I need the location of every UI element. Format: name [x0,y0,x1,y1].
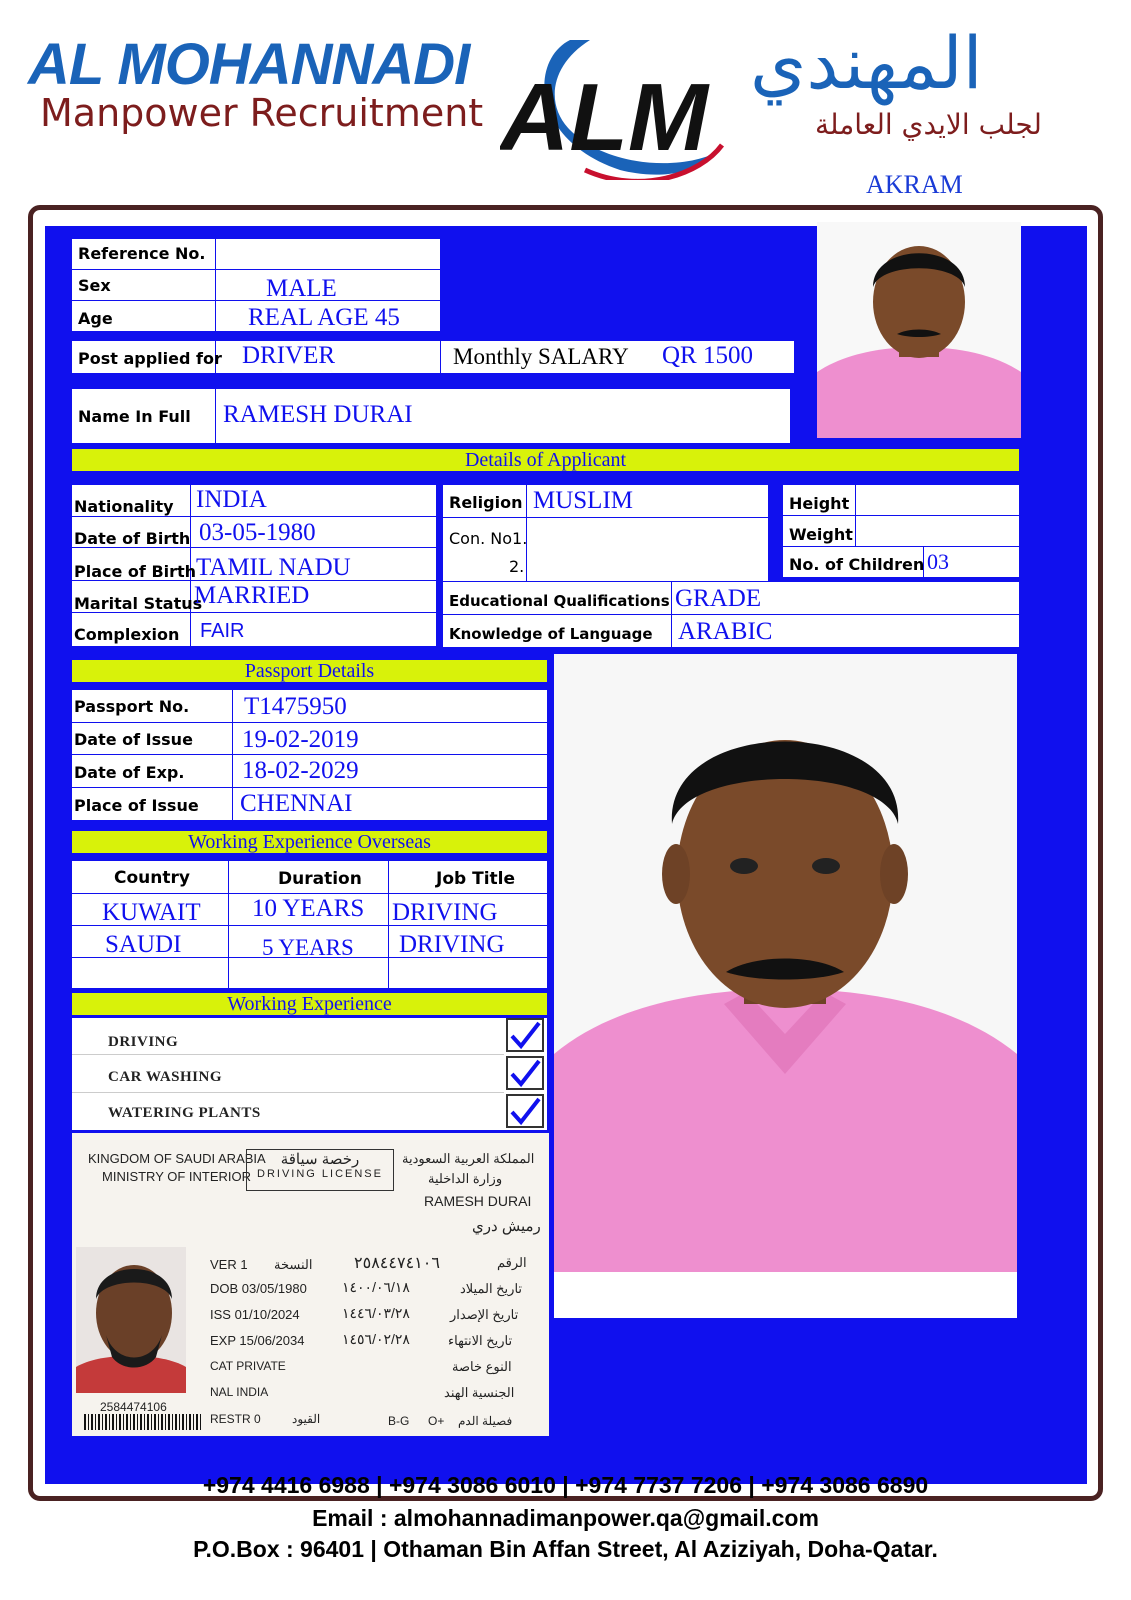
passport-issue-label: Date of Issue [74,730,193,749]
person-portrait-icon [817,222,1021,438]
license-holder: RAMESH DURAI [424,1193,532,1209]
license-blood: O+ [428,1414,445,1428]
checkmark-icon [508,1020,542,1050]
passport-place-value: CHENNAI [240,790,353,817]
col-duration-header: Duration [278,869,362,889]
passport-no-label: Passport No. [74,697,190,716]
applicant-photo-small [817,222,1021,438]
height-label: Height [789,494,850,513]
brand-name-english: AL MOHANNADI [28,32,470,97]
name-value: RAMESH DURAI [223,401,413,428]
name-label: Name In Full [78,407,191,426]
license-restr-ar: القيود [292,1412,321,1426]
con1-label: Con. No1. [449,529,528,548]
overseas-table [72,861,547,988]
list-item: DRIVING [108,1034,179,1050]
age-value: REAL AGE 45 [248,304,400,331]
logo-text: ALM [500,64,708,171]
applicant-photo-large [554,654,1017,1318]
brand-subtitle-arabic: لجلب الايدي العاملة [815,108,1042,141]
name-box [72,389,790,443]
license-bg: B-G [388,1414,410,1428]
license-title-en: DRIVING LICENSE [257,1168,383,1180]
list-item: CAR WASHING [108,1069,222,1085]
pob-label: Place of Birth [74,562,197,581]
table-row-job: DRIVING [392,899,498,926]
person-portrait-icon [76,1247,186,1393]
table-row-duration: 5 YEARS [262,935,354,960]
alm-logo [500,20,725,180]
license-dob: DOB 03/05/1980 [210,1281,307,1296]
license-kingdom: KINGDOM OF SAUDI ARABIA [88,1151,266,1166]
experience-list [72,1018,547,1130]
license-ver-ar: النسخة [274,1257,313,1272]
license-exp-hijri: ١٤٥٦/٠٢/٢٨ [342,1331,410,1347]
barcode [84,1414,202,1430]
salary-value: QR 1500 [662,342,753,369]
post-label: Post applied for [78,349,222,368]
passport-exp-value: 18-02-2029 [242,757,359,784]
experience-title-bar: Working Experience [72,993,547,1015]
license-nal: NAL INDIA [210,1385,269,1399]
license-ministry: MINISTRY OF INTERIOR [102,1169,252,1184]
license-title-ar: رخصة سياقة [280,1151,360,1168]
pob-value: TAMIL NADU [196,554,351,581]
license-id-number: 2584474106 [100,1400,167,1414]
marital-label: Marital Status [74,594,203,613]
license-exp-ar: تاريخ الانتهاء [448,1333,513,1348]
driving-license-card [72,1133,549,1436]
license-kingdom-ar: المملكة العربية السعودية [402,1151,535,1166]
brand-name-arabic: المهندي [750,21,983,105]
license-num-ar: ٢٥٨٤٤٧٤١٠٦ [354,1255,440,1272]
checkbox-car-washing[interactable] [506,1056,544,1090]
person-portrait-icon [554,654,1017,1318]
dob-label: Date of Birth [74,529,191,548]
weight-label: Weight [789,525,853,544]
table-row-country: KUWAIT [102,899,201,926]
license-title-box [246,1149,394,1191]
brand-subtitle-english: Manpower Recruitment [40,91,484,135]
details-title-bar: Details of Applicant [72,449,1019,471]
license-cat: CAT PRIVATE [210,1359,286,1373]
license-num-label-ar: الرقم [497,1255,527,1270]
post-value: DRIVER [242,342,336,369]
checkbox-watering-plants[interactable] [506,1094,544,1128]
col-job-header: Job Title [436,869,515,889]
age-label: Age [78,309,113,328]
table-row-job: DRIVING [399,931,505,958]
passport-place-label: Place of Issue [74,796,199,815]
religion-label: Religion [449,493,523,512]
checkmark-icon [508,1058,542,1088]
license-dob-hijri: ١٤٠٠/٠٦/١٨ [342,1279,410,1295]
table-row-country: SAUDI [105,931,182,958]
footer-email[interactable]: Email : almohannadimanpower.qa@gmail.com [312,1505,819,1531]
passport-box [72,690,547,820]
footer-address: P.O.Box : 96401 | Othaman Bin Affan Street, Al Aziziyah, Doha-Qatar. [193,1536,938,1562]
license-holder-ar: رميش دري [472,1218,541,1235]
nationality-value: INDIA [196,486,267,513]
ref-box [72,239,440,331]
checkmark-icon [508,1096,542,1126]
license-iss-ar: تاريخ الإصدار [450,1307,519,1322]
edu-box [443,582,1019,647]
marital-value: MARRIED [194,582,310,609]
details-right-box [783,485,1019,577]
edu-value: GRADE [675,585,762,612]
passport-issue-value: 19-02-2019 [242,726,359,753]
salary-label: Monthly SALARY [453,344,629,369]
reference-label: Reference No. [78,244,206,263]
religion-value: MUSLIM [533,487,634,514]
license-cat-ar: النوع خاصة [452,1359,512,1374]
complexion-label: Complexion [74,625,180,644]
passport-exp-label: Date of Exp. [74,763,185,782]
children-label: No. of Children [789,555,925,574]
license-nal-ar: الجنسية الهند [444,1385,515,1400]
list-item: WATERING PLANTS [108,1105,261,1121]
nationality-label: Nationality [74,497,174,516]
passport-title-bar: Passport Details [72,660,547,682]
children-value: 03 [927,549,949,574]
details-middle-box [443,485,768,581]
dob-value: 03-05-1980 [199,519,316,546]
passport-no-value: T1475950 [244,693,347,720]
license-ministry-ar: وزارة الداخلية [428,1171,503,1186]
license-ver: VER 1 [210,1257,248,1272]
sex-value: MALE [266,275,337,302]
license-exp: EXP 15/06/2034 [210,1333,305,1348]
agent-name: AKRAM [866,170,963,199]
details-left-box [72,485,436,646]
edu-label: Educational Qualifications [449,592,670,610]
complexion-value: FAIR [200,620,245,642]
post-box [72,341,794,373]
table-row-duration: 10 YEARS [252,895,365,922]
sex-label: Sex [78,276,111,295]
footer-phones: +974 4416 6988 | +974 3086 6010 | +974 7737 7206 | +974 3086 6890 [202,1472,929,1498]
license-restr: RESTR 0 [210,1412,261,1426]
col-country-header: Country [114,868,190,888]
license-iss-hijri: ١٤٤٦/٠٣/٢٨ [342,1305,410,1321]
overseas-title-bar: Working Experience Overseas [72,831,547,853]
lang-label: Knowledge of Language [449,625,653,643]
checkbox-driving[interactable] [506,1018,544,1052]
license-dob-ar: تاريخ الميلاد [460,1281,523,1296]
license-blood-ar: فصيلة الدم [458,1414,513,1428]
con2-label: 2. [509,557,525,576]
license-iss: ISS 01/10/2024 [210,1307,300,1322]
license-photo [76,1247,186,1393]
lang-value: ARABIC [678,618,773,645]
